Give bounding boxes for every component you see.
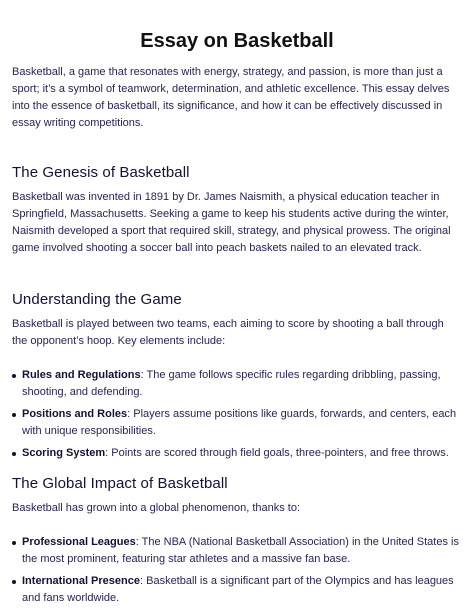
list-item-text: : Players assume positions like guards, forwards, and centers, each with unique responsibilities. [22, 408, 457, 437]
understanding-paragraph: Basketball is played between two teams, each aiming to score by shooting a ball through the opponent’s hoop. Key elements include: [12, 318, 444, 347]
list-item-term: Scoring System [22, 447, 106, 459]
list-item-term: Rules and Regulations [22, 369, 141, 381]
list-item [12, 534, 462, 568]
bullet-icon [12, 413, 16, 417]
list-item-text: : The NBA (National Basketball Association) in the United States is the most prominent, featuring star athletes and a massive fan base. [22, 536, 459, 565]
list-item [12, 406, 462, 440]
list-item-text: : The game follows specific rules regarding dribbling, passing, shooting, and defending. [22, 369, 441, 398]
list-item-term: Positions and Roles [22, 408, 128, 420]
global-impact-list [12, 534, 462, 607]
list-item-text: : Basketball is a significant part of the Olympics and has leagues and fans worldwide. [22, 575, 454, 604]
list-item [12, 445, 462, 462]
bullet-icon [12, 541, 16, 545]
bullet-icon [12, 452, 16, 456]
list-item [12, 367, 462, 401]
section-heading-global-impact: The Global Impact of Basketball [12, 475, 228, 492]
bullet-icon [12, 580, 16, 584]
global-impact-paragraph: Basketball has grown into a global phenomenon, thanks to: [12, 502, 301, 514]
bullet-icon [12, 374, 16, 378]
list-item-term: International Presence [22, 575, 140, 587]
genesis-paragraph: Basketball was invented in 1891 by Dr. James Naismith, a physical education teacher in Springfield, Massachusetts. Seeking a game to keep his students active during the winter, Naismith developed a sport that required skill, strategy, and physical prowess. The original game involved shooting a soccer ball into peach baskets nailed to an elevated track. [12, 191, 451, 254]
key-elements-list [12, 367, 462, 462]
page-title: Essay on Basketball [140, 30, 334, 52]
list-item-term: Professional Leagues [22, 536, 136, 548]
section-heading-genesis: The Genesis of Basketball [12, 164, 190, 181]
section-heading-understanding: Understanding the Game [12, 291, 182, 308]
list-item-text: : Points are scored through field goals, three-pointers, and free throws. [105, 447, 449, 459]
list-item [12, 573, 462, 607]
intro-paragraph: Basketball, a game that resonates with energy, strategy, and passion, is more than just a sport; it’s a symbol of teamwork, determination, and athletic excellence. This essay delves into the essence of basketball, its significance, and how it can be effectively discussed in essay writing competitions. [12, 66, 450, 129]
